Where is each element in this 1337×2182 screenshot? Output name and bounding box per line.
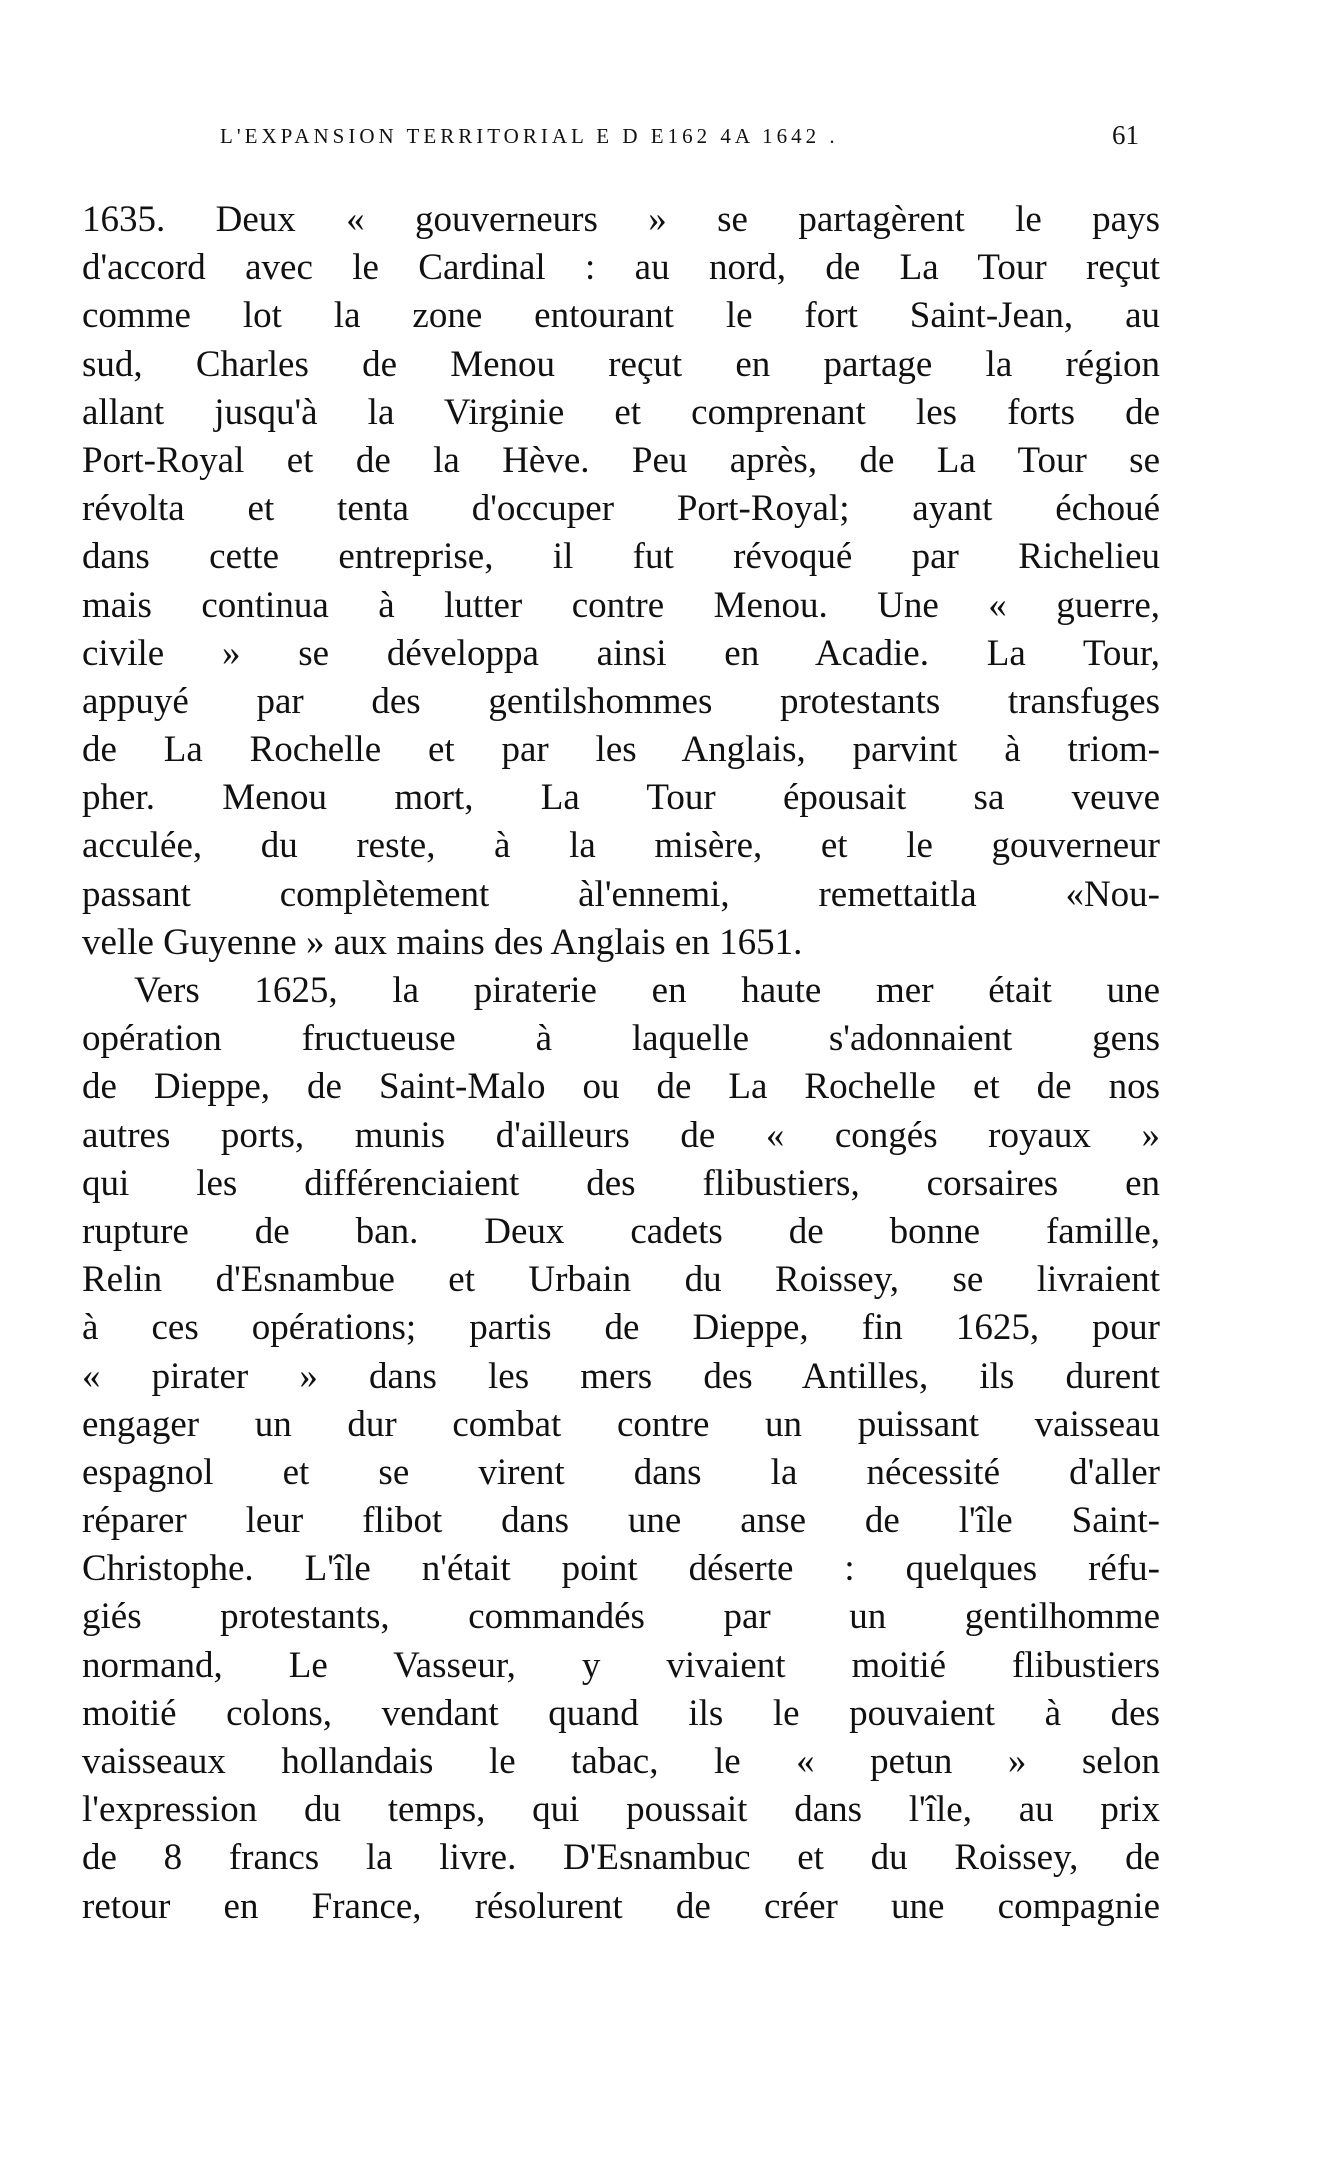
page-number: 61: [1112, 120, 1139, 150]
text-line: « pirater » dans les mers des Antilles, ils durent: [82, 1355, 1160, 1397]
body-text: [82, 196, 1160, 1931]
text-line: velle Guyenne » aux mains des Anglais en 1651.: [82, 921, 803, 963]
text-line: retour en France, résolurent de créer une compagnie: [82, 1885, 1160, 1927]
text-line: normand, Le Vasseur, y vivaient moitié flibustiers: [82, 1644, 1160, 1686]
text-line: opération fructueuse à laquelle s'adonnaient gens: [82, 1018, 1160, 1060]
text-line: de Dieppe, de Saint-Malo ou de La Rochelle et de nos: [82, 1066, 1160, 1108]
paragraph: [82, 196, 1160, 967]
text-line: dans cette entreprise, il fut révoqué par Richelieu: [82, 536, 1160, 578]
running-head: L'EXPANSION TERRITORIAL E D E162 4A 1642 .: [220, 124, 839, 148]
text-line: de La Rochelle et par les Anglais, parvint à triom-: [82, 729, 1160, 771]
text-line: à ces opérations; partis de Dieppe, fin 1625, pour: [82, 1307, 1160, 1349]
text-line: Vers 1625, la piraterie en haute mer était une: [134, 970, 1160, 1011]
text-line: qui les différenciaient des flibustiers, corsaires en: [82, 1162, 1160, 1204]
text-line: de 8 francs la livre. D'Esnambuc et du Roissey, de: [82, 1837, 1160, 1879]
text-line: pher. Menou mort, La Tour épousait sa veuve: [82, 777, 1160, 819]
text-line: Port-Royal et de la Hève. Peu après, de La Tour se: [82, 439, 1160, 481]
text-line: comme lot la zone entourant le fort Saint-Jean, au: [82, 295, 1160, 337]
text-line: giés protestants, commandés par un gentilhomme: [82, 1596, 1160, 1638]
text-line: autres ports, munis d'ailleurs de « congés royaux »: [82, 1114, 1160, 1156]
text-line: acculée, du reste, à la misère, et le gouverneur: [82, 825, 1160, 867]
text-line: allant jusqu'à la Virginie et comprenant les forts de: [82, 391, 1160, 433]
text-line: 1635. Deux « gouverneurs » se partagèrent le pays: [82, 199, 1160, 240]
text-line: passant complètement àl'ennemi, remettaitla «Nou-: [82, 873, 1160, 915]
text-line: appuyé par des gentilshommes protestants transfuges: [82, 680, 1160, 722]
text-line: sud, Charles de Menou reçut en partage la région: [82, 343, 1160, 385]
text-line: mais continua à lutter contre Menou. Une « guerre,: [82, 584, 1160, 626]
text-line: l'expression du temps, qui poussait dans l'île, au prix: [82, 1789, 1160, 1831]
text-line: réparer leur flibot dans une anse de l'île Saint-: [82, 1500, 1160, 1542]
text-line: Christophe. L'île n'était point déserte : quelques réfu-: [82, 1548, 1160, 1590]
text-line: civile » se développa ainsi en Acadie. La Tour,: [82, 632, 1160, 674]
text-line: vaisseaux hollandais le tabac, le « petun » selon: [82, 1741, 1160, 1782]
text-line: engager un dur combat contre un puissant vaisseau: [82, 1403, 1160, 1445]
text-line: d'accord avec le Cardinal : au nord, de La Tour reçut: [82, 247, 1160, 289]
text-line: révolta et tenta d'occuper Port-Royal; ayant échoué: [82, 488, 1160, 530]
text-line: Relin d'Esnambue et Urbain du Roissey, se livraient: [82, 1259, 1160, 1301]
paragraph: [82, 967, 1160, 1931]
text-line: moitié colons, vendant quand ils le pouvaient à des: [82, 1692, 1160, 1734]
text-line: rupture de ban. Deux cadets de bonne famille,: [82, 1210, 1160, 1252]
text-line: espagnol et se virent dans la nécessité d'aller: [82, 1451, 1160, 1493]
